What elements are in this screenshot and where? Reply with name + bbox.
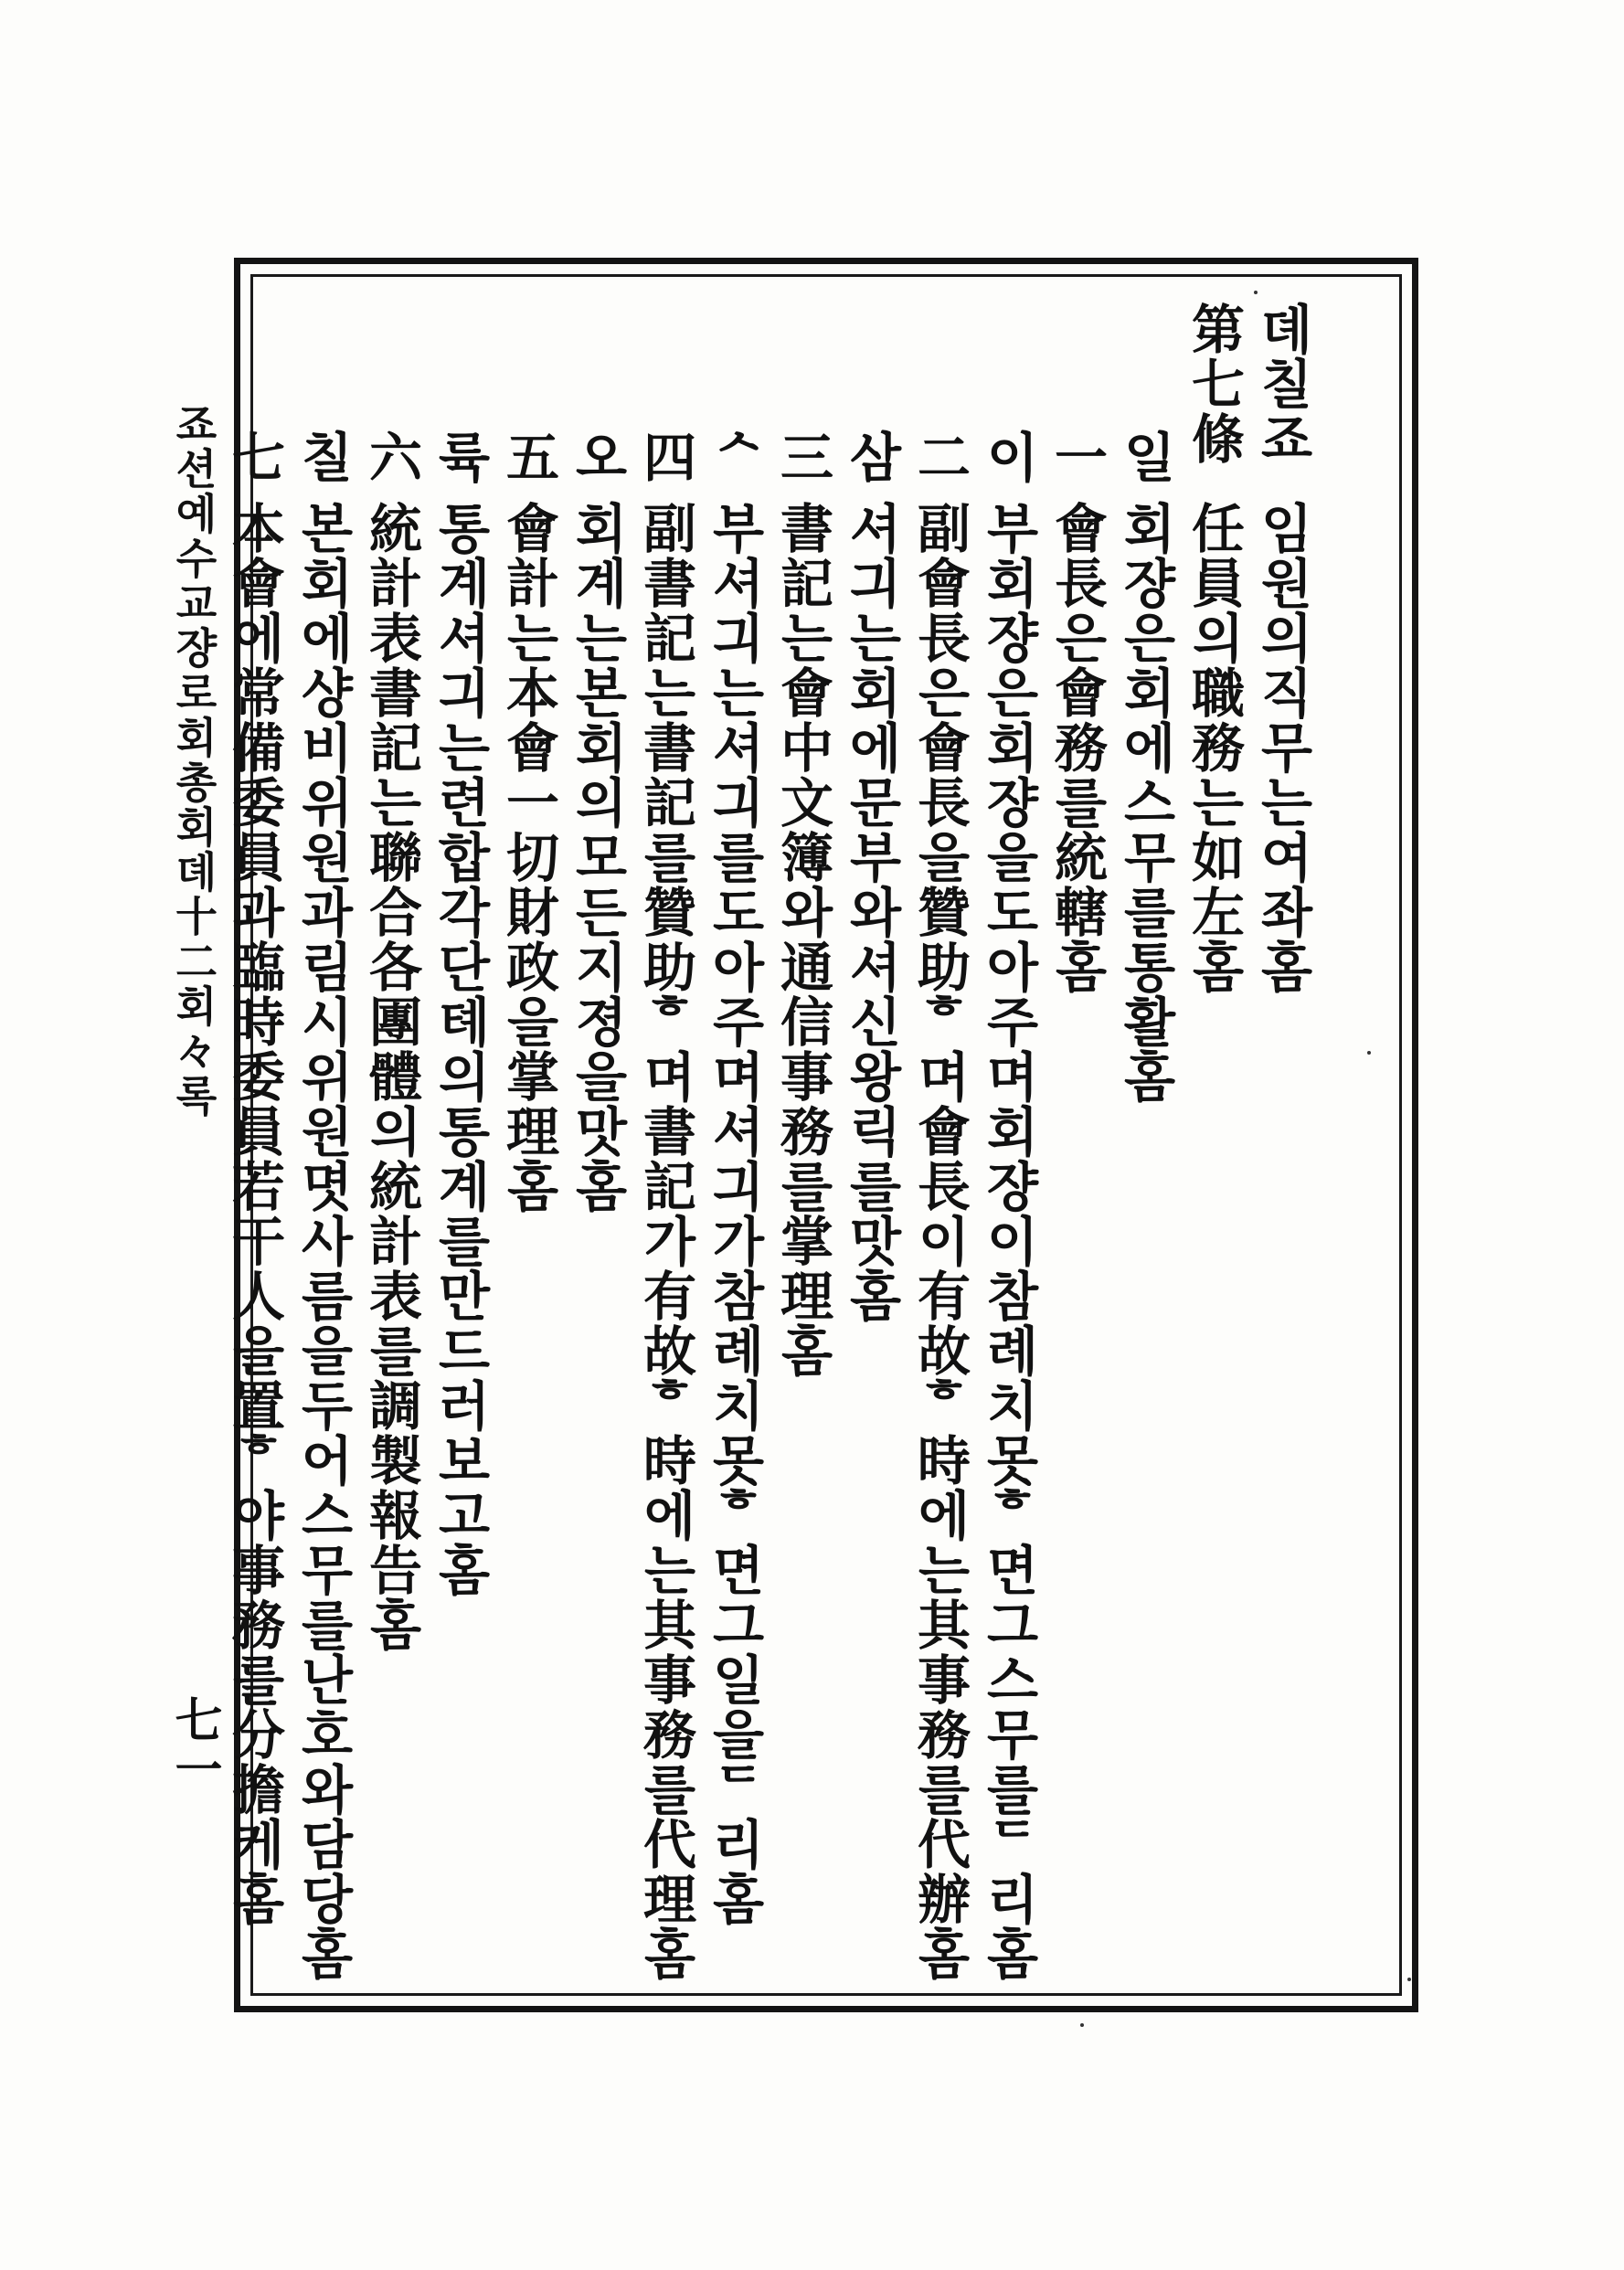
item-marker: 一 — [1046, 430, 1108, 484]
item-marker: ᄉ — [703, 430, 765, 484]
item-marker: 륙 — [429, 430, 491, 484]
scan-speck — [1367, 1051, 1371, 1055]
item-text: 本會에常備委員과臨時委員若干人을置ᄒ야事務를分擔케홈 — [223, 501, 285, 1926]
item-marker: 二 — [908, 430, 971, 484]
item-marker: 六 — [360, 430, 422, 484]
item-marker: 五 — [497, 430, 559, 484]
item-marker: 三 — [771, 430, 833, 484]
item-text: 회쟝은회에스무를통활홈 — [1114, 501, 1176, 1104]
item-text: 통계셔긔는련합각단톄의통계를만드러보고홈 — [429, 501, 491, 1597]
item-text: 본회에샹비위원과림시위원몃사름을두어스무를난호와담당홈 — [292, 501, 354, 1981]
article-intro-hanja: 任員의職務는如左홈 — [1183, 501, 1245, 994]
item-marker: 오 — [566, 430, 628, 484]
item-marker: 삼 — [840, 430, 902, 484]
page-number: 七一 — [166, 1695, 222, 1794]
item-marker: 이 — [977, 430, 1039, 484]
item-marker: 四 — [634, 430, 696, 484]
item-text: 부셔긔는셔긔를도아주며셔긔가참례치못ᄒ면그일을ᄃ리홈 — [703, 501, 765, 1926]
item-text: 셔긔는회에문부와셔신왕릭를맛홈 — [840, 501, 902, 1323]
item-marker: 일 — [1114, 430, 1176, 484]
item-text: 會計는本會一切財政을掌理홈 — [497, 501, 559, 1214]
item-text: 부회쟝은회쟝을도아주며회쟝이참례치못ᄒ면그스무를ᄃ리홈 — [977, 501, 1039, 1981]
item-marker: 七 — [223, 430, 285, 484]
article-intro-hangul: 임원의직무는여좌홈 — [1251, 501, 1313, 994]
item-marker: 칠 — [292, 430, 354, 484]
item-text: 副書記는書記를贊助ᄒ며書記가有故ᄒ時에는其事務를代理홈 — [634, 501, 696, 1981]
item-text: 회계는본회의모든지졍을맛홈 — [566, 501, 628, 1214]
item-text: 書記는會中文簿와通信事務를掌理홈 — [771, 501, 833, 1378]
running-head: 죠션예수교쟝로회총회뎨十二회々록 — [169, 402, 218, 1119]
article-heading-hanja: 第七條 — [1183, 302, 1245, 466]
item-text: 會長은會務를統轄홈 — [1046, 501, 1108, 994]
item-text: 統計表書記는聯合各團體의統計表를調製報告홈 — [360, 501, 422, 1652]
scan-speck — [1254, 291, 1258, 294]
article-heading-hangul: 뎨칠죠 — [1251, 302, 1313, 466]
scan-speck — [1407, 1978, 1411, 1981]
item-text: 副會長은會長을贊助ᄒ며會長이有故ᄒ時에는其事務를代辦홈 — [908, 501, 971, 1981]
scan-speck — [1080, 2023, 1084, 2027]
